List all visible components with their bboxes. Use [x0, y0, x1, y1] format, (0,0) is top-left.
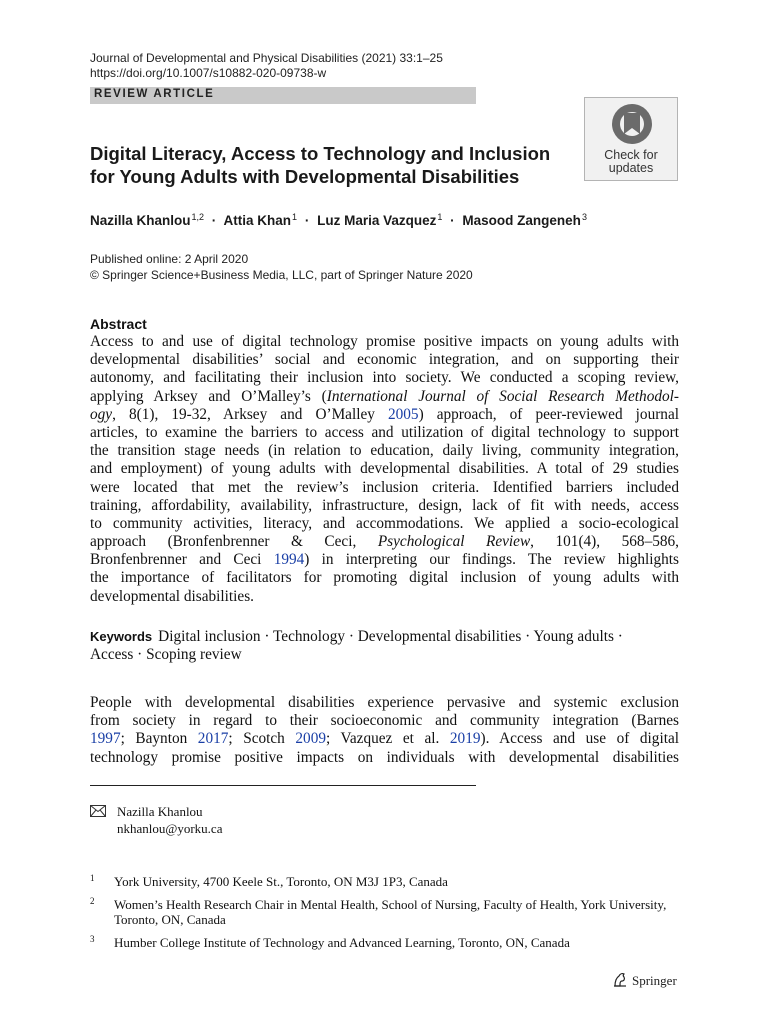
- abstract-line: Access to and use of digital technology promise positive impacts on young adults with: [90, 333, 679, 350]
- article-title: [90, 142, 570, 188]
- citation-link[interactable]: 2017: [197, 730, 229, 748]
- affiliation-number: 3: [90, 934, 95, 944]
- springer-horse-icon: [612, 972, 628, 988]
- article-type-label: REVIEW ARTICLE: [94, 88, 215, 100]
- envelope-icon: [90, 805, 106, 817]
- author-affiliation-ref: 3: [581, 212, 587, 222]
- citation-link[interactable]: 2005: [387, 405, 419, 423]
- abstract-line: the transition stage needs (in relation to education, daily living, community integration,: [90, 442, 679, 460]
- title-line-2: for Young Adults with Developmental Disabilities: [90, 166, 520, 187]
- affiliation-number: 1: [90, 873, 95, 883]
- abstract-line: autonomy, and facilitating their inclusion into society. We conducted a scoping review,: [90, 369, 679, 387]
- abstract-line: articles, to examine the barriers to access and utilization of digital technology to support: [90, 423, 679, 441]
- author-affiliation-ref: 1,2: [191, 212, 205, 222]
- published-date: Published online: 2 April 2020: [90, 252, 249, 266]
- author-affiliation-ref: 1: [437, 212, 443, 222]
- author-name[interactable]: Attia Khan: [223, 213, 292, 228]
- body-text-span: ; Baynton: [120, 730, 198, 748]
- abstract-line: to community activities, literacy, and accommodations. We applied a socio-ecological: [90, 514, 679, 532]
- doi-link[interactable]: https://doi.org/10.1007/s10882-020-09738-w: [90, 66, 327, 80]
- journal-name-italic: International Journal of Social Research Methodol-: [326, 387, 679, 405]
- check-for-updates-badge[interactable]: [584, 97, 678, 181]
- body-text-span: ; Scotch: [228, 730, 296, 748]
- abstract-text-span: ) approach, of peer-reviewed journal: [418, 405, 679, 423]
- affiliation-text: York University, 4700 Keele St., Toronto, ON M3J 1P3, Canada: [114, 874, 448, 889]
- publisher-name: Springer: [632, 973, 677, 988]
- author-list: [90, 212, 587, 228]
- abstract-text-span: , 8(1), 19-32, Arksey and O’Malley: [112, 405, 388, 423]
- corresponding-author-email[interactable]: nkhanlou@yorku.ca: [117, 821, 223, 836]
- abstract-line: training, affordability, availability, infrastructure, design, lack of fit with needs, access: [90, 496, 679, 514]
- abstract-text-span: ) in interpreting our findings. The review highlights: [304, 551, 679, 569]
- abstract-line: [90, 388, 679, 406]
- abstract-line: developmental disabilities.: [90, 587, 254, 605]
- abstract-line: [90, 551, 679, 569]
- citation-link[interactable]: 2009: [295, 730, 326, 748]
- body-text-span: ). Access and use of digital: [480, 730, 679, 748]
- journal-name-italic: Psychological Review: [377, 533, 531, 551]
- body-line: People with developmental disabilities experience pervasive and systemic exclusion: [90, 694, 679, 711]
- keywords-block: [90, 628, 679, 664]
- keywords-line-1: Digital inclusion · Technology · Developmental disabilities · Young adults ·: [158, 628, 623, 645]
- body-text-span: ; Vazquez et al.: [325, 730, 450, 748]
- keywords-label: Keywords: [90, 629, 153, 644]
- badge-line-1: Check for: [604, 148, 658, 162]
- citation-link[interactable]: 1997: [90, 730, 121, 748]
- author-affiliation-ref: 1: [292, 212, 298, 222]
- abstract-text-span: approach (Bronfenbrenner & Ceci,: [90, 533, 378, 551]
- citation-link[interactable]: 1994: [273, 551, 305, 569]
- abstract-text-span: Bronfenbrenner and Ceci: [90, 551, 274, 569]
- author-name[interactable]: Luz Maria Vazquez: [317, 213, 437, 228]
- body-line: from society in regard to their socioeconomic and community integration (Barnes: [90, 712, 679, 730]
- crossmark-icon: [611, 103, 653, 145]
- abstract-line: were located that met the review’s inclusion criteria. Identified barriers included: [90, 478, 679, 496]
- keywords-line-2: Access · Scoping review: [90, 646, 242, 664]
- author-separator: ·: [211, 213, 217, 228]
- author-name[interactable]: Masood Zangeneh: [462, 213, 581, 228]
- affiliation-text: Women’s Health Research Chair in Mental Health, School of Nursing, Faculty of Health, York University, Toronto, ON, Canada: [114, 897, 667, 927]
- citation-link[interactable]: 2019: [449, 730, 481, 748]
- title-line-1: Digital Literacy, Access to Technology and Inclusion: [90, 143, 551, 164]
- abstract-text-span: , 101(4), 568–586,: [530, 533, 679, 551]
- abstract-text-span: applying Arksey and O’Malley’s (: [90, 387, 327, 405]
- author-separator: ·: [450, 213, 455, 228]
- corresponding-author-name: Nazilla Khanlou: [117, 804, 203, 819]
- abstract-heading: Abstract: [90, 316, 147, 332]
- footnote-divider: [90, 785, 476, 786]
- body-line: [90, 730, 679, 748]
- copyright-notice: © Springer Science+Business Media, LLC, part of Springer Nature 2020: [90, 268, 473, 282]
- body-line: technology promise positive impacts on individuals with developmental disabilities: [90, 748, 679, 766]
- abstract-line: the importance of facilitators for promoting digital inclusion of young adults with: [90, 569, 679, 587]
- abstract-line: [90, 406, 679, 424]
- badge-text: [585, 149, 677, 175]
- author-separator: ·: [304, 213, 310, 228]
- journal-name-italic: ogy: [90, 405, 113, 423]
- author-name[interactable]: Nazilla Khanlou: [90, 213, 191, 228]
- affiliation-number: 2: [90, 896, 95, 906]
- abstract-text: [90, 333, 679, 606]
- publisher-logo: [612, 972, 677, 989]
- abstract-line: developmental disabilities’ social and economic integration, and on supporting their: [90, 351, 679, 369]
- body-paragraph: [90, 694, 679, 767]
- affiliation-text: Humber College Institute of Technology and Advanced Learning, Toronto, ON, Canada: [114, 935, 570, 950]
- article-type-band: [90, 87, 476, 104]
- journal-citation: Journal of Developmental and Physical Disabilities (2021) 33:1–25: [90, 51, 443, 65]
- badge-line-2: updates: [608, 161, 654, 175]
- abstract-line: [90, 533, 679, 551]
- abstract-line: and employment) of young adults with developmental disabilities. A total of 29 studies: [90, 460, 679, 478]
